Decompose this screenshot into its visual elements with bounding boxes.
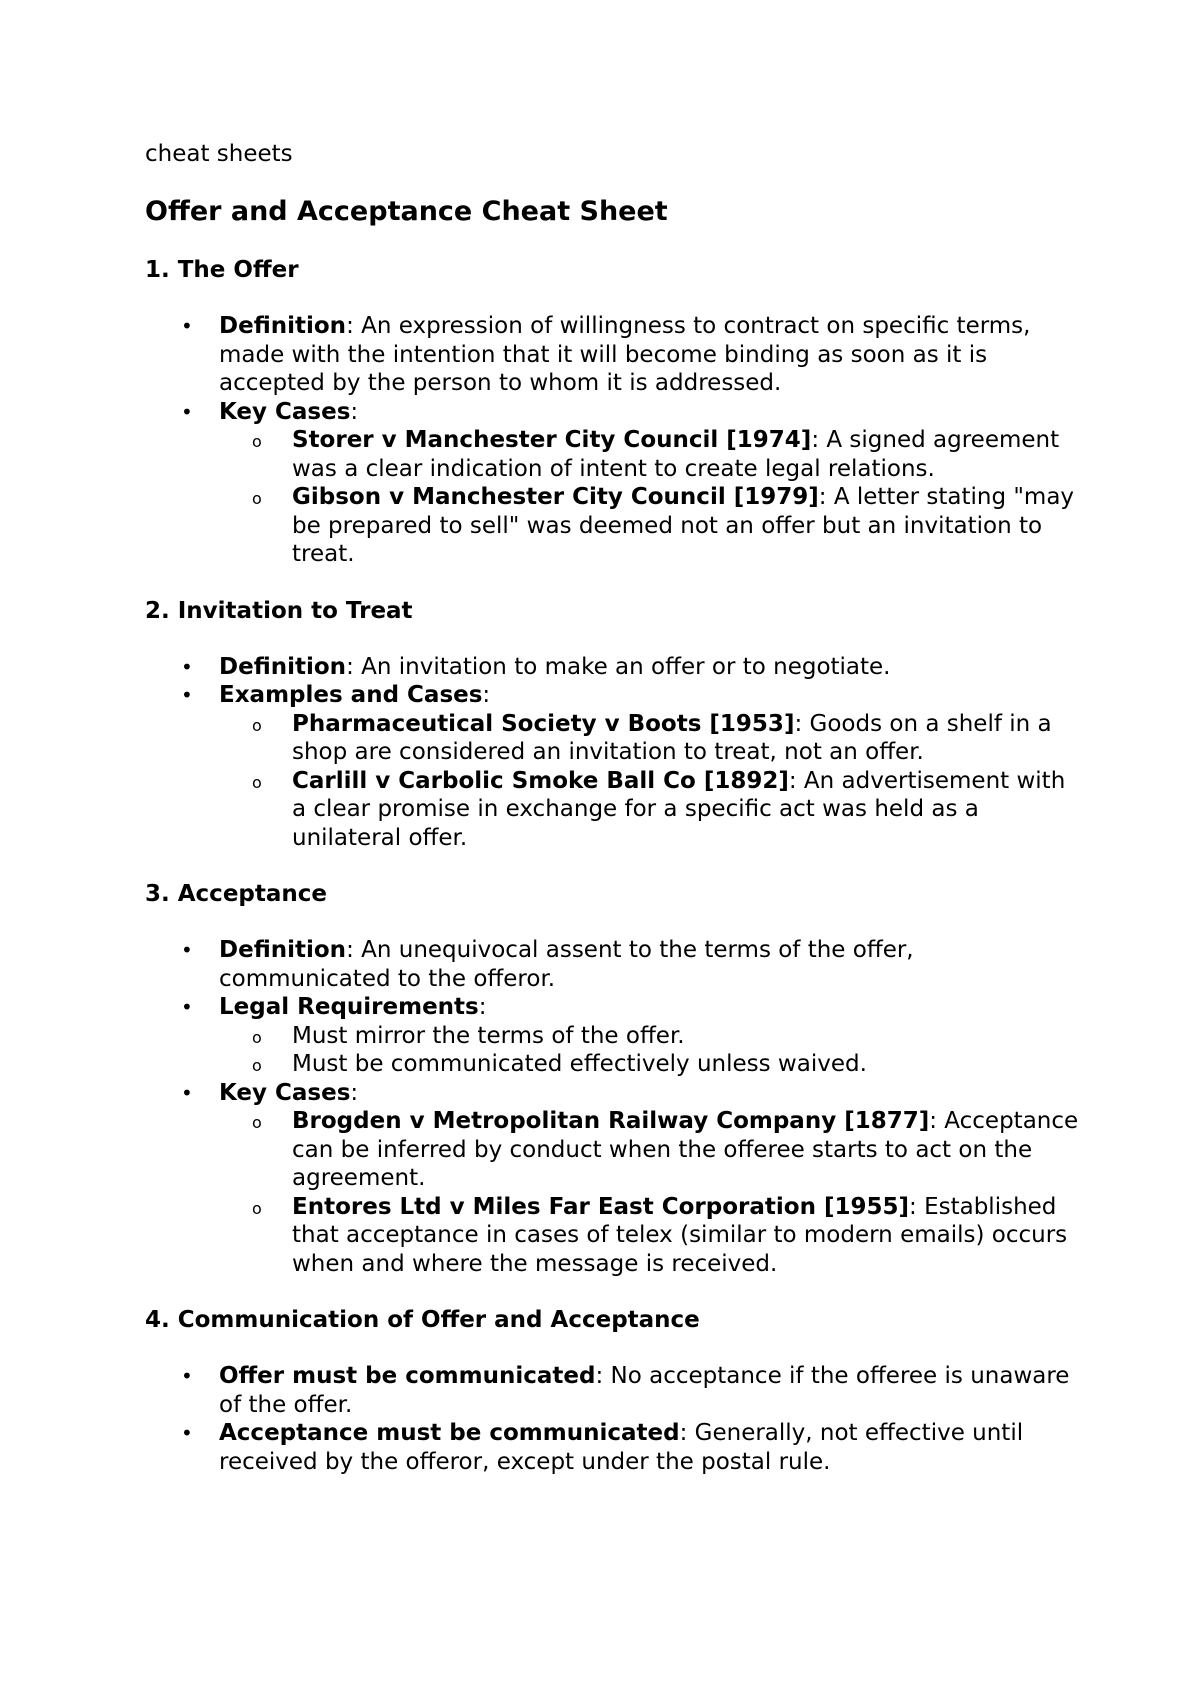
case-name: Storer v Manchester City Council [1974] [292, 427, 812, 453]
item-text: : Generally, not effective until received by the offeror, except under the postal rule. [219, 1420, 1024, 1475]
case-text: : Established that acceptance in cases of telex (similar to modern emails) occurs when and where the message is received. [292, 1193, 1068, 1277]
section-communication [145, 1306, 1085, 1476]
item-label: Key Cases [219, 1079, 351, 1106]
sub-list-item [218, 767, 1085, 853]
header-text: cheat sheets [145, 141, 293, 167]
section-the-offer [145, 256, 1085, 569]
section-heading: 2. Invitation to Treat [145, 597, 413, 624]
item-text: : [478, 994, 487, 1020]
requirement-text: Must mirror the terms of the offer. [292, 1022, 685, 1049]
item-label: Offer must be communicated [219, 1363, 596, 1389]
sub-list-item [218, 426, 1085, 483]
list-item [145, 993, 1085, 1079]
item-label: Definition [219, 653, 347, 680]
case-name: Gibson v Manchester City Council [1979] [292, 484, 819, 510]
list-item [145, 936, 1085, 993]
bullet-icon: • [181, 654, 193, 679]
sub-list [219, 710, 1085, 853]
sub-list [219, 426, 1085, 569]
circle-bullet-icon: o [252, 715, 262, 735]
circle-bullet-icon: o [252, 772, 262, 792]
item-label: Key Cases [219, 398, 351, 425]
item-label: Legal Requirements [219, 994, 479, 1020]
bullet-list [145, 936, 1085, 1278]
bullet-list [145, 312, 1085, 569]
case-text: : Acceptance can be inferred by conduct when the offeree starts to act on the agreement. [292, 1108, 1079, 1191]
case-name: Entores Ltd v Miles Far East Corporation [1955] [292, 1193, 910, 1220]
list-item [145, 1419, 1085, 1476]
item-label: Examples and Cases [219, 682, 483, 708]
bullet-icon: • [181, 1421, 193, 1445]
circle-bullet-icon: o [252, 489, 262, 508]
section-acceptance [145, 880, 1085, 1278]
sub-list [219, 1022, 1085, 1079]
bullet-icon: • [181, 1080, 193, 1105]
sub-list-item [218, 1107, 1085, 1193]
section-invitation-to-treat [145, 597, 1085, 853]
bullet-icon: • [181, 314, 193, 338]
case-text: : A letter stating "may be prepared to sell" was deemed not an offer but an invitation to treat. [292, 484, 1075, 567]
bullet-icon: • [181, 938, 193, 962]
list-item [145, 1079, 1085, 1279]
item-text: : [350, 398, 359, 425]
requirement-text: Must be communicated effectively unless waived. [292, 1051, 867, 1077]
sub-list-item [218, 1050, 1085, 1079]
sub-list-item [218, 1022, 1085, 1051]
list-item [145, 653, 1085, 682]
bullet-list [145, 1362, 1085, 1476]
circle-bullet-icon: o [252, 1198, 262, 1218]
case-text: : Goods on a shelf in a shop are considered an invitation to treat, not an offer. [292, 710, 1052, 765]
item-text: : [482, 682, 491, 708]
list-item [145, 681, 1085, 852]
document-title: Offer and Acceptance Cheat Sheet [145, 196, 668, 227]
sub-list-item [218, 710, 1085, 767]
case-name: Brogden v Metropolitan Railway Company [1877] [292, 1108, 930, 1134]
case-name: Carlill v Carbolic Smoke Ball Co [1892] [292, 767, 789, 794]
item-text: : An expression of willingness to contract on specific terms, made with the intention that it will become binding as soon as it is accepted by the person to whom it is addressed. [219, 313, 1031, 396]
bullet-icon: • [181, 399, 193, 424]
bullet-icon: • [181, 995, 193, 1019]
section-heading: 4. Communication of Offer and Acceptance [145, 1307, 700, 1333]
circle-bullet-icon: o [252, 1056, 262, 1075]
case-text: : An advertisement with a clear promise in exchange for a specific act was held as a unilateral offer. [292, 767, 1066, 851]
circle-bullet-icon: o [252, 1113, 262, 1132]
section-heading: 1. The Offer [145, 257, 299, 283]
bullet-list [145, 653, 1085, 853]
document-page [145, 140, 1085, 1504]
item-text: : No acceptance if the offeree is unaware of the offer. [219, 1363, 1070, 1418]
section-heading: 3. Acceptance [145, 881, 328, 907]
list-item [145, 312, 1085, 398]
item-text: : [350, 1079, 359, 1106]
circle-bullet-icon: o [252, 1027, 262, 1047]
sub-list-item [218, 1193, 1085, 1279]
bullet-icon: • [181, 683, 193, 707]
item-text: : An invitation to make an offer or to negotiate. [346, 653, 891, 680]
sub-list-item [218, 483, 1085, 569]
list-item [145, 398, 1085, 569]
list-item [145, 1362, 1085, 1419]
case-text: : A signed agreement was a clear indication of intent to create legal relations. [292, 427, 1060, 482]
item-label: Acceptance must be communicated [219, 1420, 680, 1446]
circle-bullet-icon: o [252, 432, 262, 451]
item-label: Definition [219, 937, 347, 963]
bullet-icon: • [181, 1364, 193, 1388]
case-name: Pharmaceutical Society v Boots [1953] [292, 710, 795, 737]
item-text: : An unequivocal assent to the terms of the offer, communicated to the offeror. [219, 937, 914, 992]
sub-list [219, 1107, 1085, 1278]
item-label: Definition [219, 313, 347, 339]
